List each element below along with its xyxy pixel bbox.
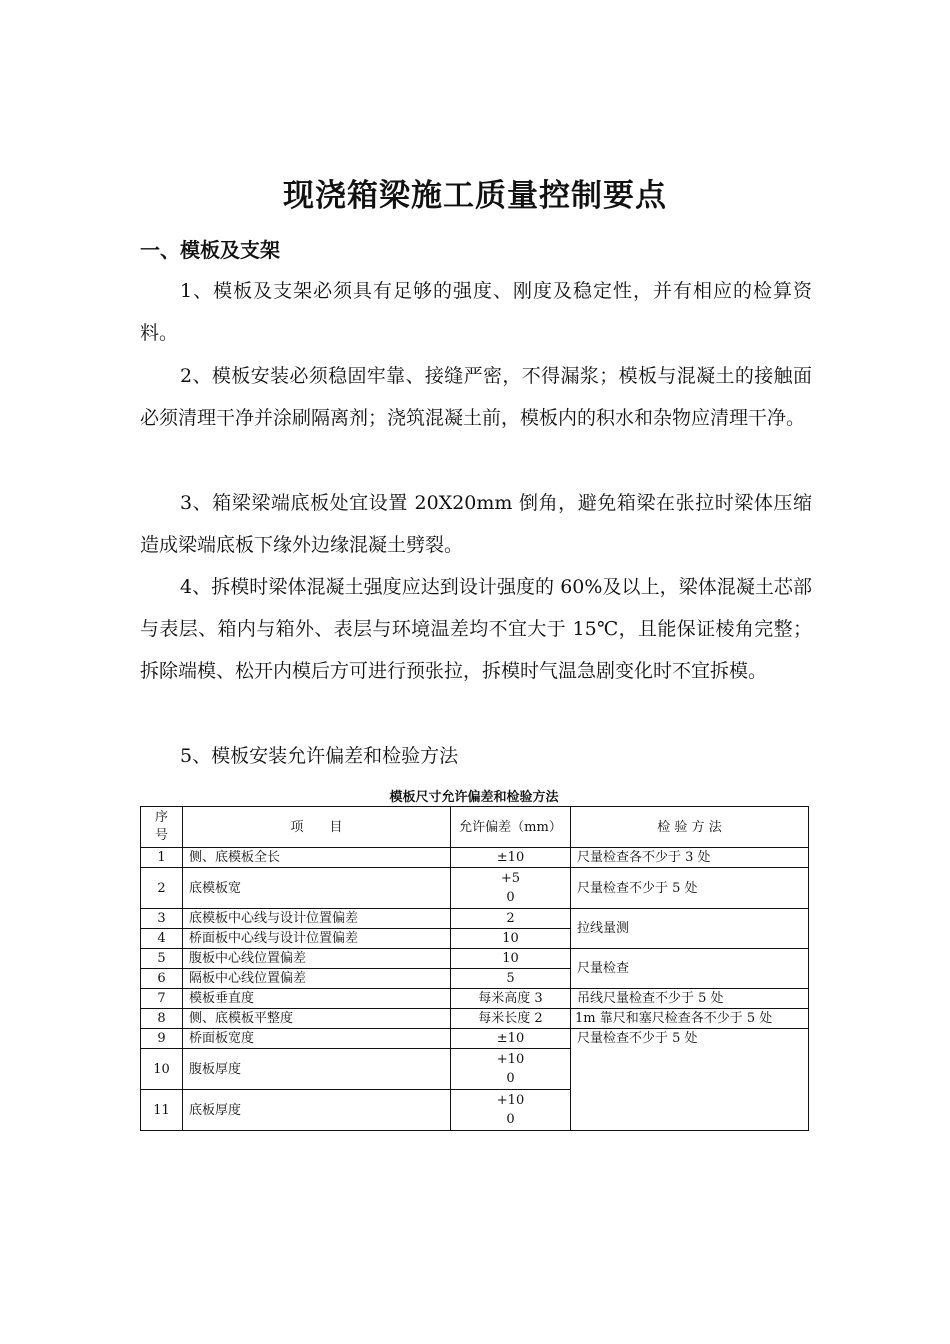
row-tolerance: 10 [451, 929, 571, 949]
row-no: 5 [141, 949, 183, 969]
row-tolerance [451, 1049, 571, 1090]
table-header-row [141, 807, 809, 848]
row-tolerance: 2 [451, 909, 571, 929]
row-no: 2 [141, 868, 183, 909]
row-no: 8 [141, 1009, 183, 1029]
header-seq-top: 序 [154, 810, 168, 825]
header-method: 检 验 方 法 [571, 807, 809, 848]
table-row [141, 989, 809, 1009]
tolerance-lower: 0 [506, 1112, 515, 1127]
document-title: 现浇箱梁施工质量控制要点 [283, 178, 667, 214]
tolerance-lower: 0 [506, 1071, 515, 1086]
row-method: 尺量检查各不少于 3 处 [571, 848, 809, 868]
row-item: 腹板中心线位置偏差 [183, 949, 451, 969]
row-item: 底模板宽 [183, 868, 451, 909]
row-no: 6 [141, 969, 183, 989]
paragraph-2: 2、模板安装必须稳固牢靠、接缝严密，不得漏浆；模板与混凝土的接触面必须清理干净并涂刷隔离剂；浇筑混凝土前，模板内的积水和杂物应清理干净。 [140, 365, 812, 429]
row-item: 桥面板宽度 [183, 1029, 451, 1049]
row-no: 10 [141, 1049, 183, 1090]
row-item: 腹板厚度 [183, 1049, 451, 1090]
row-item: 侧、底模板平整度 [183, 1009, 451, 1029]
header-item: 项 目 [183, 807, 451, 848]
tolerance-table [140, 806, 809, 1131]
row-no: 9 [141, 1029, 183, 1049]
tolerance-upper: +10 [496, 1052, 525, 1067]
row-no: 4 [141, 929, 183, 949]
tolerance-upper: +10 [496, 1093, 525, 1108]
table-row [141, 1029, 809, 1049]
row-no: 3 [141, 909, 183, 929]
row-method: 吊线尺量检查不少于 5 处 [571, 989, 809, 1009]
paragraph-3: 3、箱梁梁端底板处宜设置 20X20mm 倒角，避免箱梁在张拉时梁体压缩造成梁端底板下缘外边缘混凝土劈裂。 [140, 492, 812, 556]
row-item: 底模板中心线与设计位置偏差 [183, 909, 451, 929]
row-method: 拉线量测 [571, 909, 809, 949]
row-item: 底板厚度 [183, 1090, 451, 1131]
row-no: 7 [141, 989, 183, 1009]
row-tolerance [451, 868, 571, 909]
header-seq [141, 807, 183, 848]
row-method: 尺量检查 [571, 949, 809, 989]
table-row [141, 848, 809, 868]
row-method: 尺量检查不少于 5 处 [571, 1029, 809, 1131]
paragraph-1: 1、模板及支架必须具有足够的强度、刚度及稳定性，并有相应的检算资料。 [140, 280, 812, 344]
row-tolerance: 每米长度 2 [451, 1009, 571, 1029]
row-tolerance: ±10 [451, 1029, 571, 1049]
row-tolerance: 每米高度 3 [451, 989, 571, 1009]
row-no: 1 [141, 848, 183, 868]
row-method: 1m 靠尺和塞尺检查各不少于 5 处 [571, 1009, 809, 1029]
tolerance-upper: +5 [500, 871, 521, 886]
row-item: 隔板中心线位置偏差 [183, 969, 451, 989]
row-tolerance [451, 1090, 571, 1131]
row-item: 侧、底模板全长 [183, 848, 451, 868]
table-row [141, 1009, 809, 1029]
row-tolerance: 10 [451, 949, 571, 969]
paragraph-5: 5、模板安装允许偏差和检验方法 [180, 745, 459, 767]
table-row [141, 949, 809, 969]
row-tolerance: ±10 [451, 848, 571, 868]
paragraph-4: 4、拆模时梁体混凝土强度应达到设计强度的 60%及以上，梁体混凝土芯部与表层、箱内与箱外、表层与环境温差均不宜大于 15℃，且能保证棱角完整；拆除端模、松开内模后方可进行预张拉，拆模时气温急剧变化时不宜拆模。 [140, 576, 812, 682]
row-no: 11 [141, 1090, 183, 1131]
header-seq-bottom: 号 [154, 828, 168, 843]
row-item: 桥面板中心线与设计位置偏差 [183, 929, 451, 949]
table-caption: 模板尺寸允许偏差和检验方法 [389, 790, 559, 805]
section-heading-formwork: 一、模板及支架 [140, 238, 280, 262]
table-row [141, 909, 809, 929]
row-item: 模板垂直度 [183, 989, 451, 1009]
row-tolerance: 5 [451, 969, 571, 989]
table-row [141, 868, 809, 909]
row-method: 尺量检查不少于 5 处 [571, 868, 809, 909]
header-tolerance: 允许偏差（mm） [451, 807, 571, 848]
tolerance-lower: 0 [506, 890, 515, 905]
